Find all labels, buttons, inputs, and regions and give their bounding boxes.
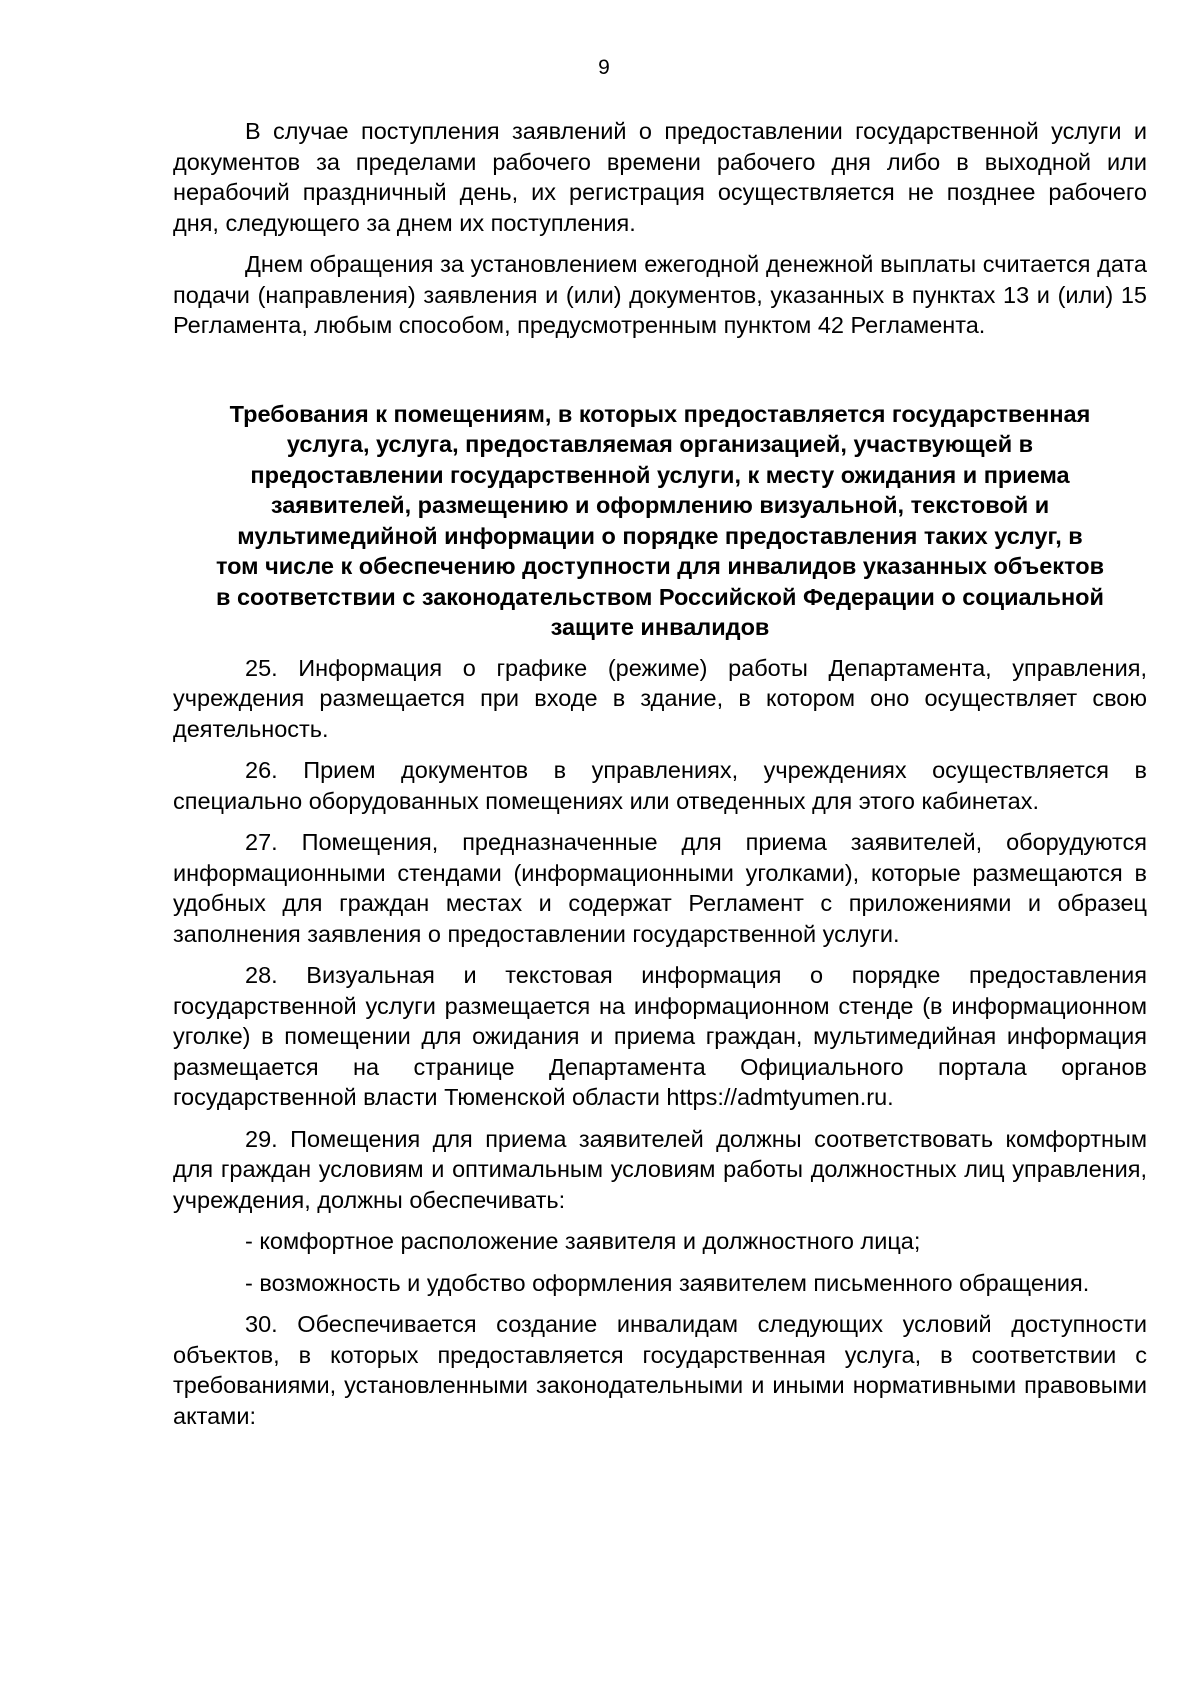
paragraph-27: 27. Помещения, предназначенные для приема заявителей, оборудуются информационными стендами (информационными уголками), которые размещаются в удобных для граждан местах и содержат Регламент с приложениями и образец заполнения заявления о предоставлении государственной услуги. bbox=[173, 829, 1147, 947]
document-body bbox=[173, 116, 1147, 1442]
list-item-written-appeal: - возможность и удобство оформления заявителем письменного обращения. bbox=[245, 1269, 1090, 1296]
paragraph-28: 28. Визуальная и текстовая информация о порядке предоставления государственной услуги размещается на информационном стенде (в информационном уголке) в помещении для ожидания и приема граждан, мультимедийная информация размещается на странице Департамента Официального портала органов государственной власти Тюменской области https://admtyumen.ru. bbox=[173, 962, 1147, 1110]
paragraph-25: 25. Информация о графике (режиме) работы Департамента, управления, учреждения размещается при входе в здание, в котором оно осуществляет свою деятельность. bbox=[173, 654, 1147, 742]
paragraph-26: 26. Прием документов в управлениях, учреждениях осуществляется в специально оборудованных помещениях или отведенных для этого кабинетах. bbox=[173, 757, 1147, 814]
section-heading: Требования к помещениям, в которых предоставляется государственная услуга, услуга, предоставляемая организацией, участвующей в предоставлении государственной услуги, к месту ожидания и приема заявителей, размещению и оформлению визуальной, текстовой и мультимедийной информации о порядке предоставления таких услуг, в том числе к обеспечению доступности для инвалидов указанных объектов в соответствии с законодательством Российской Федерации о социальной защите инвалидов bbox=[215, 400, 1105, 640]
page-number: 9 bbox=[598, 56, 610, 79]
paragraph-application-date: Днем обращения за установлением ежегодной денежной выплаты считается дата подачи (направления) заявления и (или) документов, указанных в пунктах 13 и (или) 15 Регламента, любым способом, предусмотренным пунктом 42 Регламента. bbox=[173, 251, 1147, 338]
paragraph-30: 30. Обеспечивается создание инвалидам следующих условий доступности объектов, в которых предоставляется государственная услуга, в соответствии с требованиями, установленными законодательными и иными нормативными правовыми актами: bbox=[173, 1311, 1147, 1429]
list-item-comfortable-placement: - комфортное расположение заявителя и должностного лица; bbox=[245, 1228, 921, 1254]
paragraph-registration-timing: В случае поступления заявлений о предоставлении государственной услуги и документов за пределами рабочего времени рабочего дня либо в выходной или нерабочий праздничный день, их регистрация осуществляется не позднее рабочего дня, следующего за днем их поступления. bbox=[173, 118, 1147, 236]
paragraph-29: 29. Помещения для приема заявителей должны соответствовать комфортным для граждан условиям и оптимальным условиям работы должностных лиц управления, учреждения, должны обеспечивать: bbox=[173, 1125, 1147, 1213]
